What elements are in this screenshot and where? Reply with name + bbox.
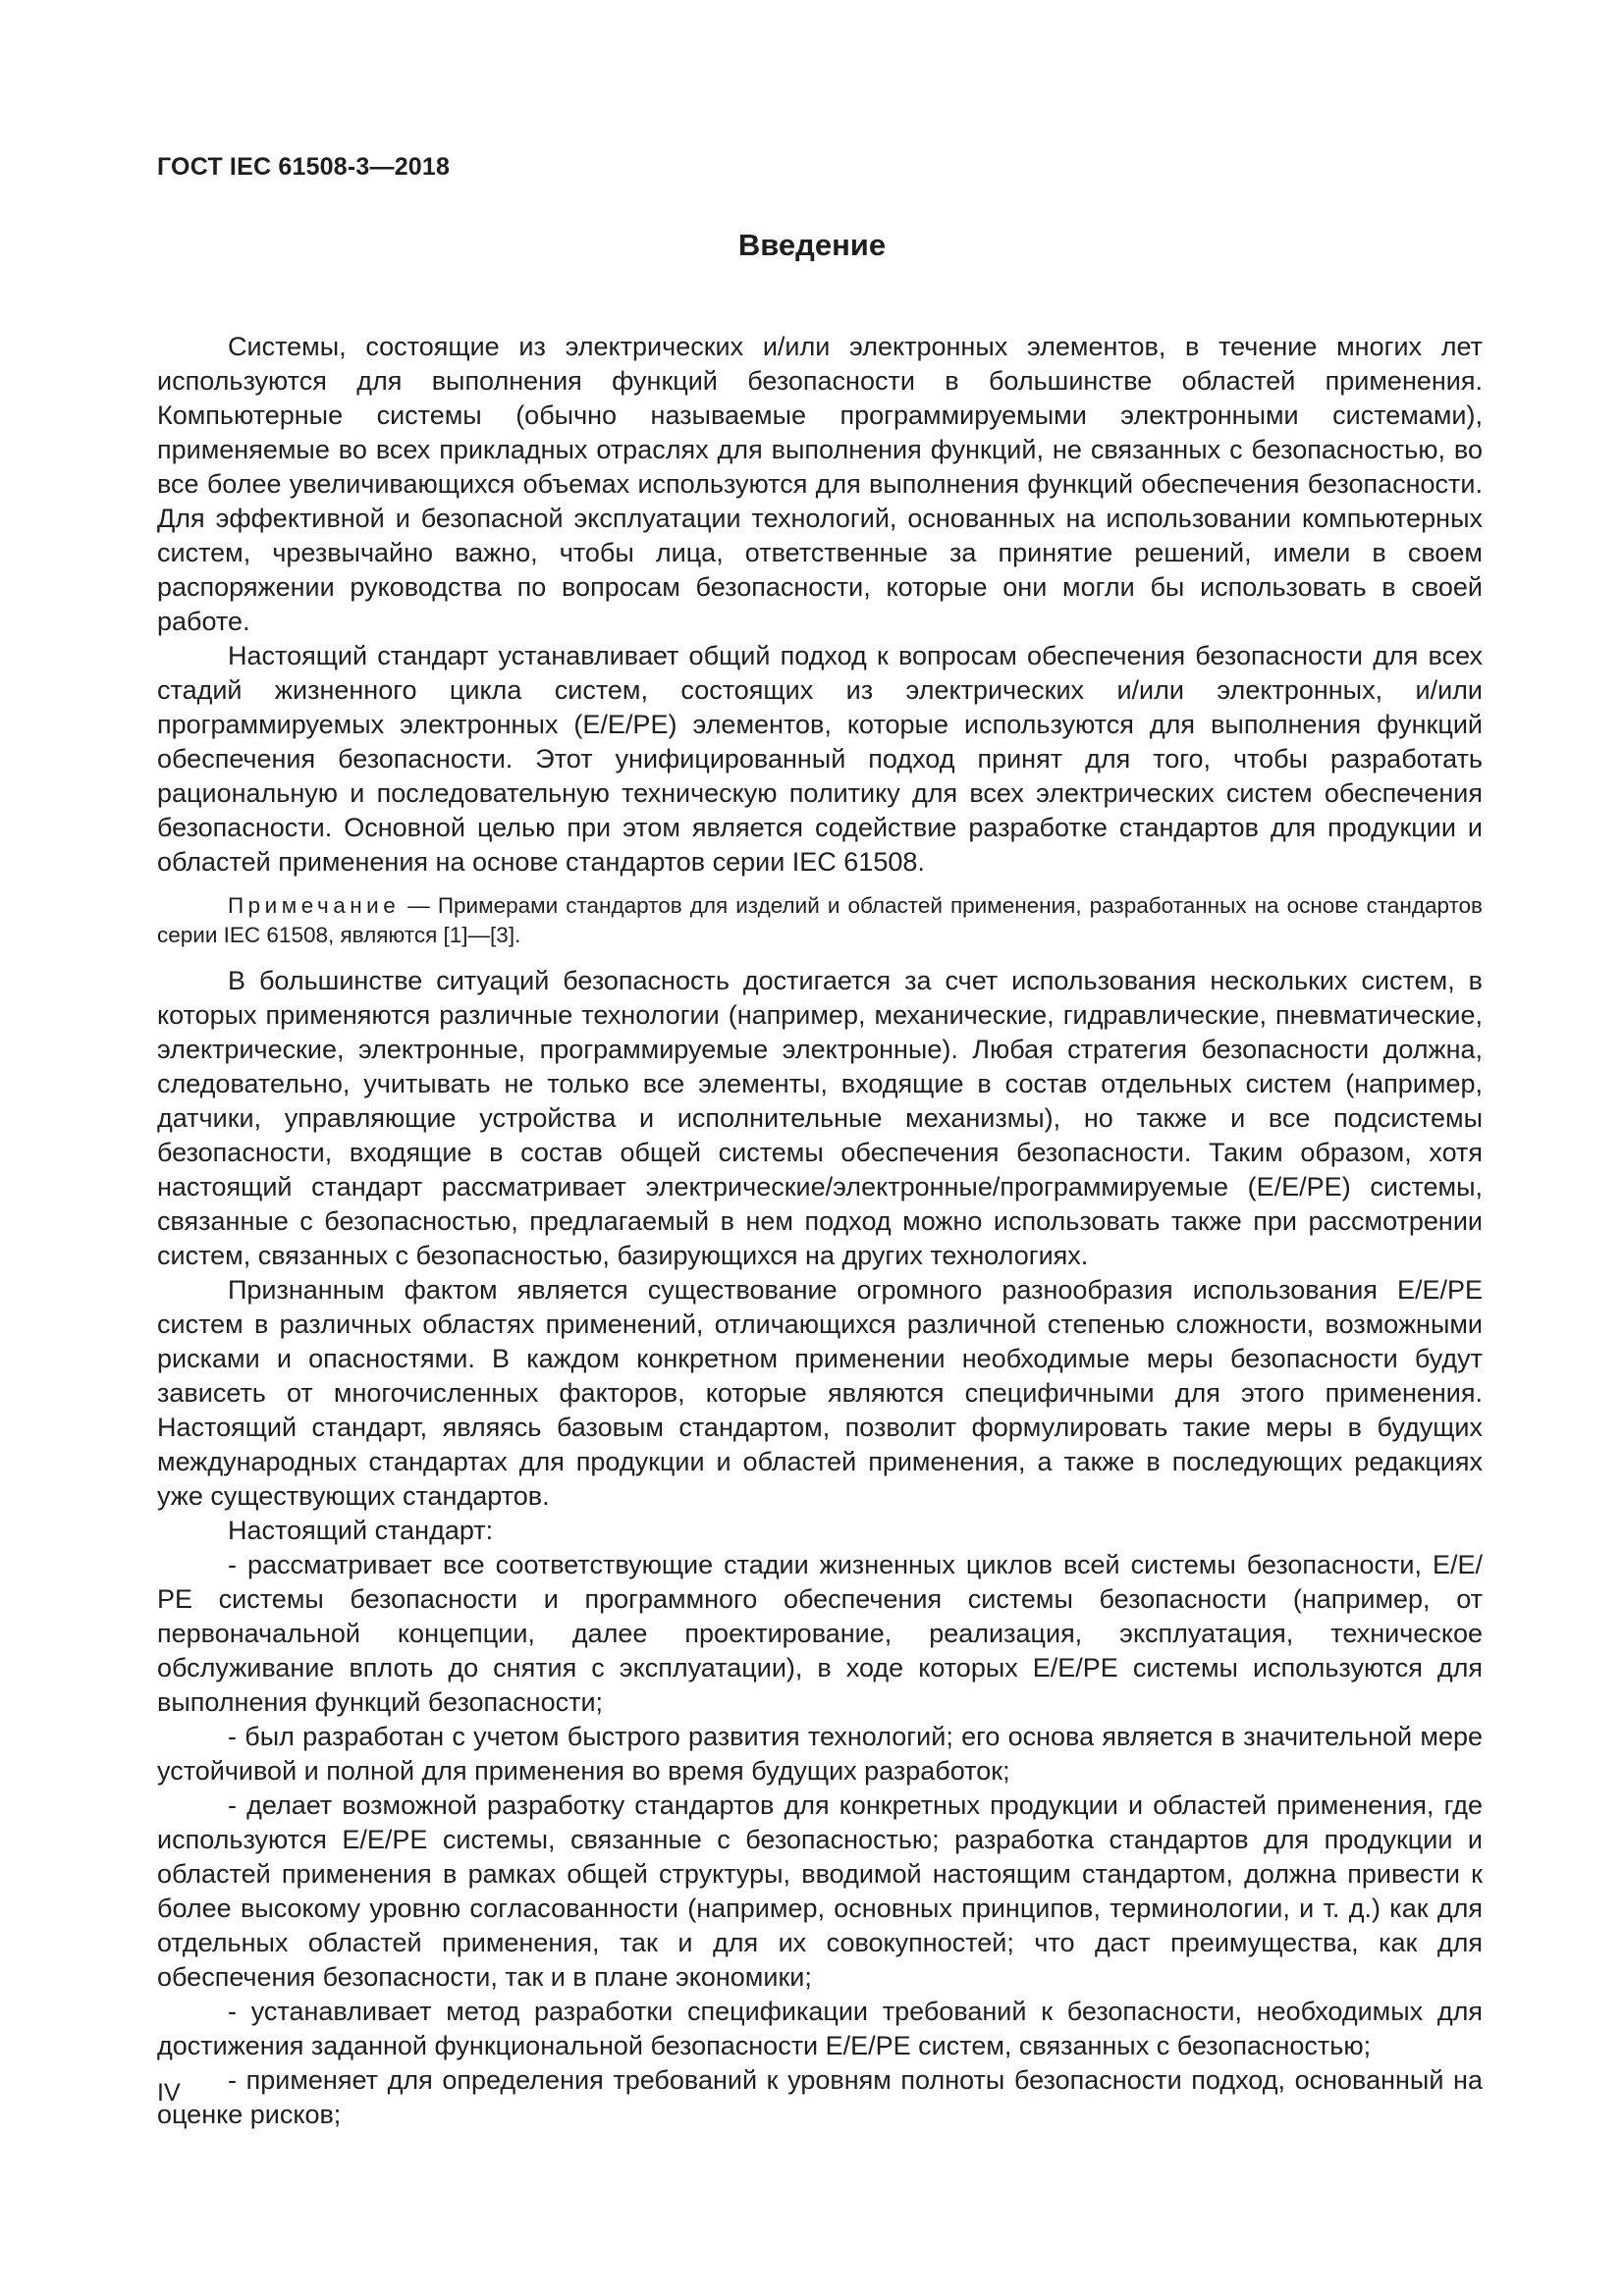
paragraph: Признанным фактом является существование огромного разнообразия использования Е/Е/РЕ систем в различных областях применений, отличающихся различной степенью сложности, возможными рисками и опасностями. В каждом конкретном применении необходимые меры безопасности будут зависеть от многочисленных факторов, которые являются специфичными для этого применения. Настоящий стандарт, являясь базовым стандартом, позволит формулировать такие меры в будущих международных стандартах для продукции и областей применения, а также в последующих редакциях уже существующих стандартов. <box>157 1275 1483 1511</box>
list-item: - был разработан с учетом быстрого развития технологий; его основа является в значительной мере устойчивой и полной для применения во время будущих разработок; <box>157 1722 1483 1786</box>
list-item: - делает возможной разработку стандартов для конкретных продукции и областей применения, где используются Е/Е/РЕ системы, связанные с безопасностью; разработка стандартов для продукции и областей применения в рамках общей структуры, вводимой настоящим стандартом, должна привести к более высокому уровню согласованности (например, основных принципов, терминологии, и т. д.) как для отдельных областей применения, так и для их совокупностей; что даст преимущества, как для обеспечения безопасности, так и в плане экономики; <box>157 1790 1483 1992</box>
note <box>157 891 1483 950</box>
note-label: Примечание <box>228 893 401 918</box>
paragraph: В большинстве ситуаций безопасность достигается за счет использования нескольких систем, в которых применяются различные технологии (например, механические, гидравлические, пневматические, электрические, электронные, программируемые электронные). Любая стратегия безопасности должна, следовательно, учитывать не только все элементы, входящие в состав отдельных систем (например, датчики, управляющие устройства и исполнительные механизмы), но также и все подсистемы безопасности, входящие в состав общей системы обеспечения безопасности. Таким образом, хотя настоящий стандарт рассматривает электрические/электронные/программируемые (Е/Е/РЕ) системы, связанные с безопасностью, предлагаемый в нем подход можно использовать также при рассмотрении систем, связанных с безопасностью, базирующихся на других технологиях. <box>157 966 1483 1270</box>
body-text <box>157 330 1483 2132</box>
paragraph: Настоящий стандарт: <box>228 1516 494 1545</box>
section-title: Введение <box>737 228 887 262</box>
list-item: - рассматривает все соответствующие стадии жизненных циклов всей системы безопасности, Е/Е/РЕ системы безопасности и программного обеспечения системы безопасности (например, от первоначальной концепции, далее проектирование, реализация, эксплуатация, техническое обслуживание вплоть до снятия с эксплуатации), в ходе которых Е/Е/РЕ системы используются для выполнения функций безопасности; <box>157 1550 1483 1717</box>
page-number: IV <box>157 2079 181 2107</box>
note-text: — Примерами стандартов для изделий и областей применения, разработанных на основе стандартов серии IEC 61508, являются [1]—[3]. <box>157 893 1483 947</box>
paragraph: Системы, состоящие из электрических и/или электронных элементов, в течение многих лет используются для выполнения функций безопасности в большинстве областей применения. Компьютерные системы (обычно называемые программируемыми электронными системами), применяемые во всех прикладных отраслях для выполнения функций, не связанных с безопасностью, во все более увеличивающихся объемах используются для выполнения функций обеспечения безопасности. Для эффективной и безопасной эксплуатации технологий, основанных на использовании компьютерных систем, чрезвычайно важно, чтобы лица, ответственные за принятие решений, имели в своем распоряжении руководства по вопросам безопасности, которые они могли бы использовать в своей работе. <box>157 332 1483 636</box>
paragraph: Настоящий стандарт устанавливает общий подход к вопросам обеспечения безопасности для всех стадий жизненного цикла систем, состоящих из электрических и/или электронных, и/или программируемых электронных (Е/Е/РЕ) элементов, которые используются для выполнения функций обеспечения безопасности. Этот унифицированный подход принят для того, чтобы разработать рациональную и последовательную техническую политику для всех электрических систем обеспечения безопасности. Основной целью при этом является содействие разработке стандартов для продукции и областей применения на основе стандартов серии IEC 61508. <box>157 641 1483 877</box>
list-item: - устанавливает метод разработки спецификации требований к безопасности, необходимых для достижения заданной функциональной безопасности Е/Е/РЕ систем, связанных с безопасностью; <box>157 1997 1483 2060</box>
document-code: ГОСТ IEC 61508-3—2018 <box>157 153 451 181</box>
list-item: - применяет для определения требований к уровням полноты безопасности подход, основанный на оценке рисков; <box>157 2065 1483 2129</box>
